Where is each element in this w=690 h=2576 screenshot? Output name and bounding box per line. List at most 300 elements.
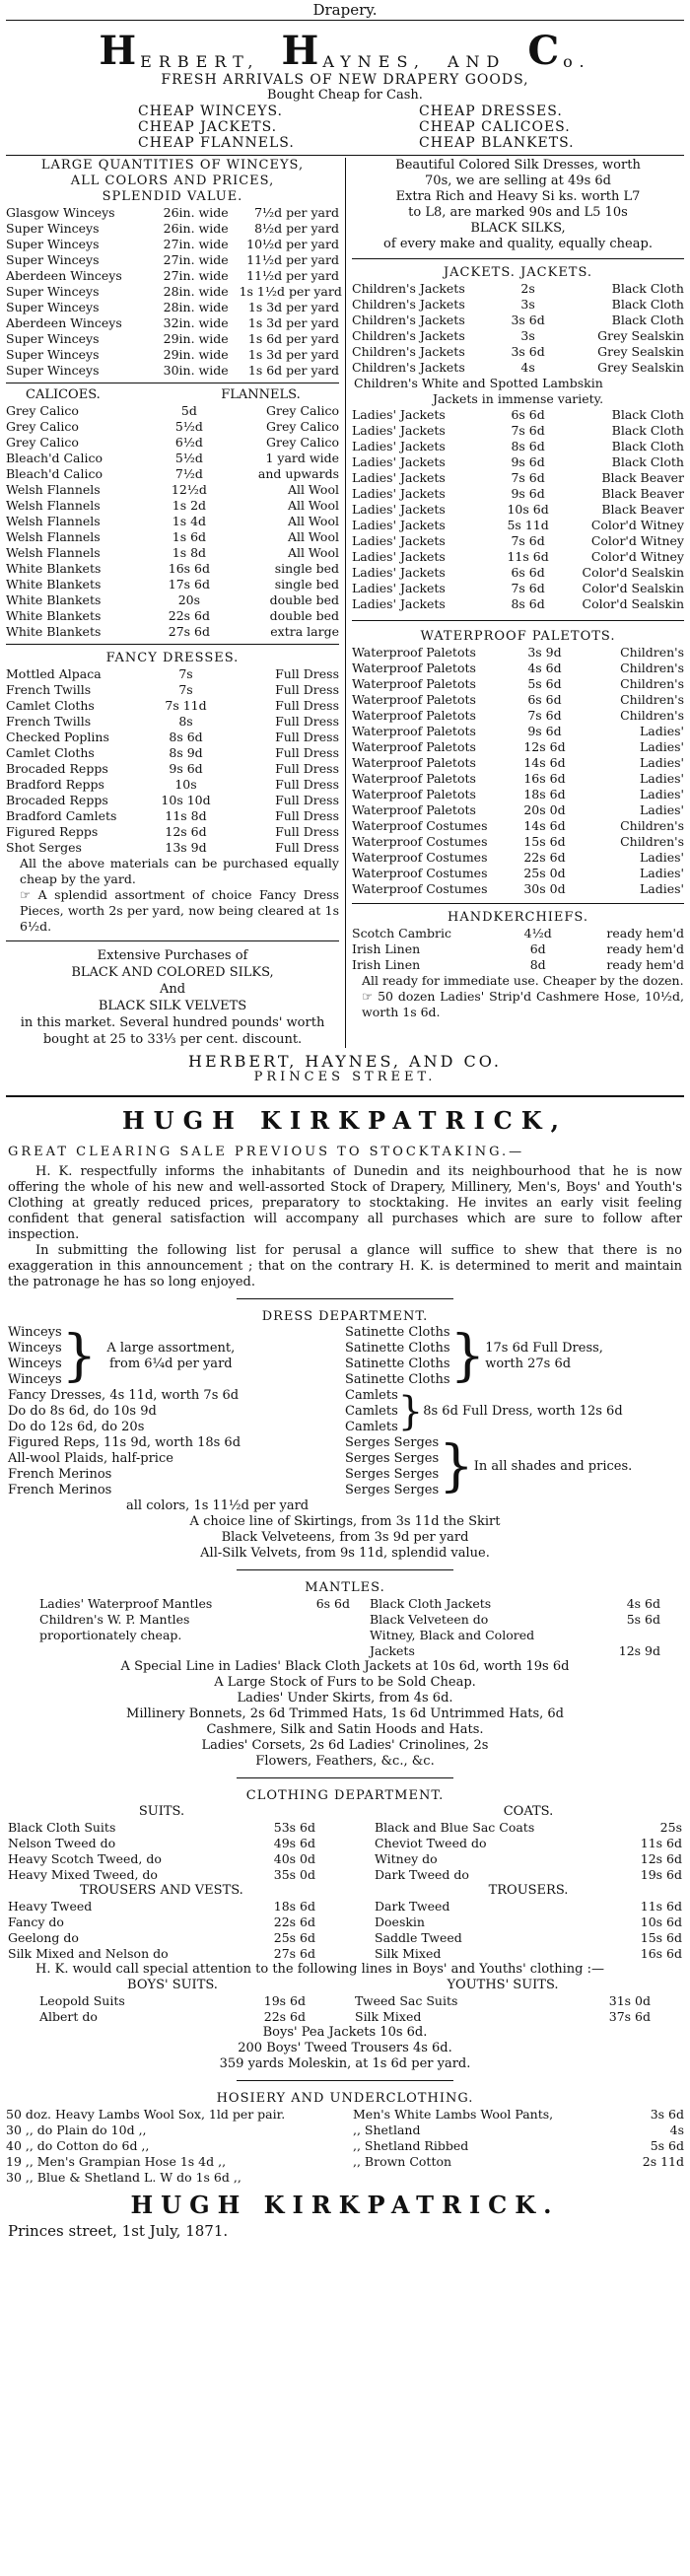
ladies-jacket-row-cell: 11s 6d	[507, 549, 549, 564]
boys-line: 200 Boys' Tweed Trousers 4s 6d.	[238, 2041, 452, 2055]
calico-row-cell: 5½d	[174, 451, 203, 465]
wincey-row	[6, 284, 342, 300]
paletot-row-cell: Waterproof Paletots	[352, 708, 476, 723]
calico-flannel-heads: CALICOES. FLANNELS.	[26, 387, 301, 402]
children-jacket-row-cell: 2s	[520, 281, 535, 296]
cheap-item: CHEAP BLANKETS.	[419, 135, 575, 151]
fresh-arrivals: FRESH ARRIVALS OF NEW DRAPERY GOODS,	[161, 72, 529, 88]
fancy-row-cell: Full Dress	[275, 777, 339, 792]
ladies-jacket-row-cell: Color'd Sealskin	[582, 565, 684, 580]
trouser-row-item: Silk Mixed and Nelson do	[8, 1946, 169, 1961]
wincey-row	[6, 331, 339, 347]
youths-row-item: Tweed Sac Suits	[355, 1993, 458, 2008]
wincey-row-cell: 26in. wide	[163, 221, 229, 236]
trouser-row-price: 10s 6d	[640, 1915, 682, 1929]
calico-row	[6, 451, 339, 466]
trouser-row-item: Heavy Tweed	[8, 1899, 93, 1914]
calico-row-cell: 5½d	[174, 419, 203, 434]
mantles-dept	[0, 1596, 690, 1659]
mantle-row	[370, 1643, 660, 1659]
paletot-row-cell: 4s 6d	[527, 661, 562, 675]
paletot-row-cell: 9s 6d	[527, 724, 562, 738]
coat-row-price: 19s 6d	[640, 1867, 682, 1882]
wincey-row-cell: Super Winceys	[6, 347, 100, 362]
fancy-row-cell: 10s	[174, 777, 197, 792]
fancy-row-cell: Full Dress	[275, 745, 339, 760]
paletot-row-cell: 3s 9d	[527, 645, 562, 660]
paletot-row	[352, 645, 684, 661]
fancy-row	[6, 730, 339, 745]
wincey-row-cell: 7½d per yard	[254, 205, 339, 220]
calico-row-cell: single bed	[274, 577, 339, 592]
fancy-row-cell: 11s 8d	[165, 808, 207, 823]
hosiery-row-item: ,, Shetland	[353, 2123, 421, 2137]
coat-row-price: 11s 6d	[640, 1836, 682, 1850]
coat-row-item: Dark Tweed do	[375, 1867, 469, 1882]
trouser-row-price: 27s 6d	[273, 1946, 315, 1961]
calico-row	[6, 561, 339, 577]
wincey-row-cell: 32in. wide	[163, 315, 229, 330]
cheap-item: CHEAP DRESSES.	[419, 104, 563, 119]
children-jacket-row	[352, 328, 684, 344]
hosiery-row	[353, 2107, 684, 2123]
paletot-row	[352, 724, 684, 739]
mantle-line: Cashmere, Silk and Satin Hoods and Hats.	[206, 1722, 484, 1737]
coat-row	[375, 1867, 682, 1883]
wincey-label: Winceys	[8, 1372, 62, 1387]
paletot-row-cell: Children's	[620, 818, 684, 833]
wincey-row-cell: 10½d per yard	[246, 237, 339, 251]
trouser-row-price: 16s 6d	[640, 1946, 682, 1961]
wincey-row-cell: Glasgow Winceys	[6, 205, 115, 220]
mantles-heading: MANTLES.	[305, 1580, 385, 1595]
cheap-item: CHEAP CALICOES.	[419, 119, 571, 135]
children-jacket-row-cell: 3s 6d	[511, 313, 545, 327]
youths-row	[355, 2009, 651, 2025]
ad1-street: PRINCES STREET.	[253, 1070, 437, 1084]
calico-row-cell: Welsh Flannels	[6, 529, 101, 544]
paletot-row-cell: 25s 0d	[523, 866, 566, 880]
fancy-row-cell: 10s 10d	[161, 793, 211, 807]
coat-row-price: 12s 6d	[640, 1851, 682, 1866]
wincey-row	[6, 205, 339, 221]
serge-label: Serges Serges	[345, 1451, 440, 1466]
wincey-row-cell: 1s 3d per yard	[247, 347, 339, 362]
suit-row	[8, 1867, 315, 1883]
fancy-heading: FANCY DRESSES.	[105, 651, 240, 665]
calico-row	[6, 514, 339, 529]
velveteens: Black Velveteens, from 3s 9d per yard	[221, 1530, 469, 1545]
handkerchief-row-cell: Irish Linen	[352, 941, 421, 956]
mantle-row-price: 6s 6d	[315, 1596, 350, 1611]
boys-row	[39, 1993, 306, 2009]
mantle-row	[39, 1612, 350, 1628]
silk-line: of every make and quality, equally cheap.	[383, 237, 653, 251]
ladies-jacket-row-cell: 9s 6d	[511, 486, 545, 501]
children-jacket-row-cell: Grey Sealskin	[597, 328, 684, 343]
fancy-line: Fancy Dresses, 4s 11d, worth 7s 6d	[8, 1388, 240, 1403]
mantle-row-item: Ladies' Waterproof Mantles	[39, 1596, 213, 1611]
wincey-row-cell: 30in. wide	[163, 363, 229, 378]
wincey-row	[6, 300, 339, 315]
camlets-note: 8s 6d Full Dress, worth 12s 6d	[423, 1404, 623, 1419]
divider	[6, 20, 684, 21]
wincey-row-cell: 1s 6d per yard	[247, 331, 339, 346]
calico-row-cell: single bed	[274, 561, 339, 576]
children-jacket-row-cell: Children's Jackets	[352, 281, 465, 296]
cheap-item: CHEAP WINCEYS.	[138, 104, 284, 119]
paletot-row-cell: Children's	[620, 661, 684, 675]
mantle-line: Ladies' Corsets, 2s 6d Ladies' Crinolines, 2s	[201, 1738, 489, 1753]
paletot-row-cell: Ladies'	[639, 850, 684, 865]
fancy-row-cell: Full Dress	[275, 840, 339, 855]
trouser-row-price: 11s 6d	[640, 1899, 682, 1914]
calico-row	[6, 529, 339, 545]
calico-row-cell: White Blankets	[6, 577, 102, 592]
calico-row-cell: All Wool	[287, 545, 339, 560]
paletot-row-cell: Waterproof Costumes	[352, 866, 488, 880]
calico-row-cell: White Blankets	[6, 561, 102, 576]
silk-line: to L8, are marked 90s and L5 10s	[408, 205, 628, 220]
paletot-row-cell: Waterproof Paletots	[352, 739, 476, 754]
children-jacket-row	[352, 313, 684, 328]
paletot-row-cell: Ladies'	[639, 881, 684, 896]
fancy-row-cell: French Twills	[6, 682, 92, 697]
paletot-row-cell: 7s 6d	[527, 708, 562, 723]
handkerchiefs-list	[352, 926, 684, 973]
ladies-jacket-row-cell: 7s 6d	[511, 470, 545, 485]
ladies-jacket-row-cell: Ladies' Jackets	[352, 407, 446, 422]
coat-row-item: Witney do	[375, 1851, 438, 1866]
ladies-jacket-row-cell: Ladies' Jackets	[352, 581, 446, 595]
ad-title: H ERBERT, H AYNES, AND C o.	[99, 28, 591, 74]
fancy-row-cell: Full Dress	[275, 682, 339, 697]
wincey-row	[6, 268, 339, 284]
handkerchief-row-cell: Irish Linen	[352, 957, 421, 972]
hosiery-row-item: ,, Brown Cotton	[353, 2154, 452, 2169]
paletot-row	[352, 676, 684, 692]
handkerchief-row-cell: ready hem'd	[606, 957, 684, 972]
handkerchief-row-cell: 6d	[529, 941, 546, 956]
coat-row	[375, 1820, 682, 1836]
paletot-row	[352, 866, 684, 881]
divider	[6, 1095, 684, 1097]
paletot-row	[352, 739, 684, 755]
calico-row-cell: Grey Calico	[6, 419, 79, 434]
trouser-row	[8, 1915, 315, 1930]
paletot-row	[352, 661, 684, 676]
mantle-line: Millinery Bonnets, 2s 6d Trimmed Hats, 1s 6d Untrimmed Hats, 6d	[126, 1706, 564, 1721]
children-jacket-row-cell: 3s	[520, 328, 535, 343]
ladies-jacket-row	[352, 470, 684, 486]
paletot-row-cell: 20s 0d	[523, 802, 566, 817]
ladies-jacket-row-cell: Ladies' Jackets	[352, 439, 446, 453]
mantle-row-item: Jackets	[370, 1643, 415, 1658]
ladies-jacket-row-cell: Black Beaver	[601, 470, 684, 485]
fancy-row-cell: Full Dress	[275, 824, 339, 839]
paletot-row	[352, 787, 684, 802]
fancy-row	[6, 714, 339, 730]
fancy-line: Figured Reps, 11s 9d, worth 18s 6d	[8, 1435, 242, 1450]
paletot-row	[352, 708, 684, 724]
paletot-row-cell: Ladies'	[639, 787, 684, 801]
ladies-jacket-row-cell: Black Cloth	[611, 407, 684, 422]
hosiery-line: 40 ,, do Cotton do 6d ,,	[6, 2138, 150, 2153]
satinette-note: 17s 6d Full Dress, worth 27s 6d	[485, 1341, 603, 1371]
children-jacket-row-cell: Children's Jackets	[352, 297, 465, 312]
coats-heading: COATS.	[503, 1804, 554, 1819]
wincey-row	[6, 347, 339, 363]
trouser-row-item: Dark Tweed	[375, 1899, 450, 1914]
calico-row-cell: Welsh Flannels	[6, 498, 101, 513]
trouser-row	[8, 1930, 315, 1946]
silk-line: Extra Rich and Heavy Si ks. worth L7	[395, 189, 641, 204]
extensive-line: Extensive Purchases of	[97, 948, 248, 963]
mantles-lines	[0, 1659, 690, 1770]
fancy-row	[6, 745, 339, 761]
suit-row-price: 49s 6d	[273, 1836, 315, 1850]
ladies-jacket-row-cell: Ladies' Jackets	[352, 502, 446, 517]
paletot-row-cell: 22s 6d	[523, 850, 566, 865]
wincey-label: Winceys	[8, 1341, 62, 1356]
ladies-jacket-row-cell: Black Beaver	[601, 486, 684, 501]
ladies-jacket-row-cell: Black Cloth	[611, 423, 684, 438]
paletot-row-cell: Waterproof Paletots	[352, 787, 476, 801]
ladies-jacket-row-cell: Ladies' Jackets	[352, 470, 446, 485]
calico-row-cell: 1 yard wide	[265, 451, 339, 465]
clothing-heading: CLOTHING DEPARTMENT.	[245, 1788, 445, 1803]
paletot-row	[352, 755, 684, 771]
calico-row	[6, 624, 339, 640]
paletot-row-cell: 14s 6d	[523, 818, 566, 833]
ladies-jacket-row	[352, 533, 684, 549]
ladies-jacket-row-cell: 7s 6d	[511, 423, 545, 438]
calico-row-cell: 1s 4d	[172, 514, 207, 528]
calico-row	[6, 403, 339, 419]
fancy-row-cell: Checked Poplins	[6, 730, 109, 744]
wincey-row-cell: Super Winceys	[6, 237, 100, 251]
trouser-row-item: Doeskin	[375, 1915, 425, 1929]
calico-row	[6, 545, 339, 561]
trouser-row	[375, 1930, 682, 1946]
boys-row-item: Leopold Suits	[39, 1993, 125, 2008]
ladies-jacket-row-cell: Ladies' Jackets	[352, 486, 446, 501]
mantle-line: Flowers, Feathers, &c., &c.	[255, 1754, 435, 1769]
ladies-jacket-row-cell: 8s 6d	[511, 596, 545, 611]
calico-row-cell: All Wool	[287, 498, 339, 513]
fancy-row-cell: Full Dress	[275, 698, 339, 713]
paletot-row-cell: Waterproof Paletots	[352, 771, 476, 786]
fancy-row-cell: Bradford Repps	[6, 777, 104, 792]
ladies-jacket-row-cell: Black Cloth	[611, 439, 684, 453]
paletot-row-cell: Children's	[620, 676, 684, 691]
ladies-jacket-row-cell: Color'd Witney	[590, 533, 684, 548]
trouser-row	[375, 1899, 682, 1915]
calico-row-cell: Welsh Flannels	[6, 545, 101, 560]
youths-row-item: Silk Mixed	[355, 2009, 422, 2024]
dress-right: Satinette Cloths Satinette Cloths Satinette Cloths Satinette Cloths } 17s 6d Full Dress, worth 27s 6d Camlets Camlets Camlets } 8s 6d Full Dress, worth 12s 6d Serges Serges Serges Serges Serges Serges Serges Serges } In all shades and prices.	[345, 1324, 633, 1498]
clothing-dept	[0, 1804, 690, 1962]
boys-row-price: 19s 6d	[263, 1993, 306, 2008]
ladies-jacket-row	[352, 581, 684, 596]
boys-row-price: 22s 6d	[263, 2009, 306, 2024]
mantle-row-price: 5s 6d	[626, 1612, 660, 1627]
handkerchief-row-cell: ready hem'd	[606, 926, 684, 940]
boys-row-item: Albert do	[39, 2009, 98, 2024]
suit-row-price: 53s 6d	[273, 1820, 315, 1835]
wincey-row-cell: 28in. wide	[163, 300, 229, 314]
calico-row-cell: White Blankets	[6, 624, 102, 639]
paletot-row-cell: Waterproof Paletots	[352, 661, 476, 675]
serge-label: Serges Serges	[345, 1435, 440, 1450]
ladies-jacket-row-cell: Ladies' Jackets	[352, 596, 446, 611]
calico-row-cell: Grey Calico	[6, 403, 79, 418]
calico-row	[6, 466, 339, 482]
paletot-row-cell: Waterproof Paletots	[352, 645, 476, 660]
suit-row-item: Black Cloth Suits	[8, 1820, 116, 1835]
paletot-row	[352, 818, 684, 834]
hosiery-dept	[0, 2107, 690, 2186]
fancy-row	[6, 793, 339, 808]
paletot-row-cell: 6s 6d	[527, 692, 562, 707]
mantle-line: A Special Line in Ladies' Black Cloth Jackets at 10s 6d, worth 19s 6d	[120, 1659, 570, 1674]
satinette-label: Satinette Cloths	[345, 1341, 450, 1356]
trouser-row-item: Saddle Tweed	[375, 1930, 462, 1945]
paletot-row-cell: Ladies'	[639, 755, 684, 770]
children-jackets	[352, 281, 684, 376]
ladies-jacket-row-cell: Black Cloth	[611, 454, 684, 469]
ladies-jacket-row	[352, 454, 684, 470]
paletot-row-cell: 5s 6d	[527, 676, 562, 691]
coat-row-item: Cheviot Tweed do	[375, 1836, 487, 1850]
paletot-row	[352, 771, 684, 787]
suit-row-price: 35s 0d	[273, 1867, 315, 1882]
paletot-row-cell: 14s 6d	[523, 755, 566, 770]
paletot-row-cell: Waterproof Paletots	[352, 724, 476, 738]
calico-row-cell: White Blankets	[6, 592, 102, 607]
ladies-jacket-row-cell: Ladies' Jackets	[352, 454, 446, 469]
fancy-row-cell: 7s	[178, 682, 193, 697]
calico-row-cell: 6½d	[174, 435, 203, 450]
merino-note: all colors, 1s 11½d per yard	[126, 1498, 310, 1513]
wincey-row-cell: 1s 3d per yard	[247, 300, 339, 314]
trouser-row-price: 18s 6d	[273, 1899, 315, 1914]
fancy-line: Do do 8s 6d, do 10s 9d	[8, 1404, 157, 1419]
ladies-jacket-row	[352, 407, 684, 423]
calico-row-cell: All Wool	[287, 482, 339, 497]
children-jacket-row	[352, 281, 684, 297]
wincey-row-cell: 1s 1½d per yard	[239, 284, 342, 299]
ladies-jackets	[352, 407, 684, 612]
wincey-row-cell: Super Winceys	[6, 331, 100, 346]
handkerchief-row	[352, 941, 684, 957]
suit-row	[8, 1851, 315, 1867]
ad2-para2: In submitting the following list for perusal a glance will suffice to shew that there is no exaggeration in this announcement ; that on the contrary H. K. is determined to merit and maintain the patronage he has so long enjoyed.	[8, 1243, 682, 1289]
paletot-row-cell: Ladies'	[639, 866, 684, 880]
ladies-jacket-row-cell: 10s 6d	[507, 502, 549, 517]
mantle-row-price: 12s 9d	[618, 1643, 660, 1658]
trouser-row	[8, 1946, 315, 1962]
ladies-jacket-row-cell: Color'd Witney	[590, 549, 684, 564]
hosiery-heading: HOSIERY AND UNDERCLOTHING.	[216, 2091, 474, 2106]
calico-row-cell: Welsh Flannels	[6, 514, 101, 528]
ladies-jacket-row	[352, 502, 684, 518]
calico-row-cell: All Wool	[287, 514, 339, 528]
mantle-line: A Large Stock of Furs to be Sold Cheap.	[214, 1675, 476, 1690]
satinette-label: Satinette Cloths	[345, 1357, 450, 1371]
extensive-line: BLACK SILK VELVETS	[98, 999, 247, 1013]
wincey-row-cell: 8½d per yard	[254, 221, 339, 236]
trousers-heading: TROUSERS.	[488, 1883, 569, 1898]
wincey-row-cell: Super Winceys	[6, 363, 100, 378]
fancy-row-cell: Full Dress	[275, 730, 339, 744]
youths-heading: YOUTHS' SUITS.	[447, 1978, 559, 1992]
calico-row-cell: double bed	[269, 608, 339, 623]
mantle-row-price: 4s 6d	[626, 1596, 660, 1611]
wincey-row-cell: 11½d per yard	[246, 252, 339, 267]
fancy-note: All the above materials can be purchased equally cheap by the yard.	[20, 856, 339, 886]
ladies-jacket-row	[352, 518, 684, 533]
extensive-line: in this market. Several hundred pounds' worth bought at 25 to 33⅓ per cent. discount.	[20, 1015, 325, 1047]
hosiery-row-price: 4s	[669, 2123, 684, 2137]
boys-note: H. K. would call special attention to the following lines in Boys' and Youths' clothing :—	[35, 1962, 605, 1977]
fancy-row-cell: Camlet Cloths	[6, 698, 95, 713]
paletot-row-cell: Ladies'	[639, 802, 684, 817]
fancy-row	[6, 698, 339, 714]
boys-heading: BOYS' SUITS.	[127, 1978, 218, 1992]
silk-heading	[352, 158, 684, 252]
calico-row-cell: Welsh Flannels	[6, 482, 101, 497]
herbert-haynes-ad	[0, 28, 690, 1085]
calico-row-cell: All Wool	[287, 529, 339, 544]
handkerchief-row	[352, 926, 684, 941]
children-jacket-row-cell: Children's Jackets	[352, 328, 465, 343]
hosiery-row	[353, 2154, 684, 2170]
trousers-vests-heading: TROUSERS AND VESTS.	[80, 1883, 243, 1898]
suit-row-item: Nelson Tweed do	[8, 1836, 116, 1850]
hosiery-line: 50 doz. Heavy Lambs Wool Sox, 1ld per pair.	[6, 2107, 286, 2122]
silk-line: BLACK SILKS,	[470, 221, 566, 236]
mantle-row	[370, 1596, 660, 1612]
paletot-row-cell: Ladies'	[639, 771, 684, 786]
handkerchief-row-cell: ready hem'd	[606, 941, 684, 956]
paletot-row-cell: Waterproof Paletots	[352, 676, 476, 691]
calico-row-cell: 22s 6d	[168, 608, 211, 623]
paletot-row	[352, 834, 684, 850]
paletots-list	[352, 645, 684, 897]
wincey-row	[6, 252, 339, 268]
hosiery-line: 19 ,, Men's Grampian Hose 1s 4d ,,	[6, 2154, 227, 2169]
camlet-label: Camlets	[345, 1388, 398, 1403]
mantle-row-price	[257, 1628, 351, 1643]
fancy-line: All-wool Plaids, half-price	[8, 1451, 173, 1466]
calico-row	[6, 608, 339, 624]
mantle-row	[370, 1612, 660, 1628]
mantle-row-item: Black Cloth Jackets	[370, 1596, 492, 1611]
ladies-jacket-row-cell: Ladies' Jackets	[352, 423, 446, 438]
calico-row-cell: 1s 8d	[172, 545, 207, 560]
wincey-row-cell: Super Winceys	[6, 300, 100, 314]
boys-line: Boys' Pea Jackets 10s 6d.	[262, 2025, 428, 2040]
ladies-jacket-row-cell: 6s 6d	[511, 407, 545, 422]
trouser-row-item: Fancy do	[8, 1915, 64, 1929]
paletot-row-cell: Ladies'	[639, 724, 684, 738]
skirtings: A choice line of Skirtings, from 3s 11d the Skirt	[189, 1514, 501, 1529]
cheap-item: CHEAP FLANNELS.	[138, 135, 295, 151]
fancy-row-cell: 8s 9d	[169, 745, 203, 760]
paletot-row-cell: Children's	[620, 645, 684, 660]
hosiery-line: 30 ,, Blue & Shetland L. W do 1s 6d ,,	[6, 2170, 242, 2185]
